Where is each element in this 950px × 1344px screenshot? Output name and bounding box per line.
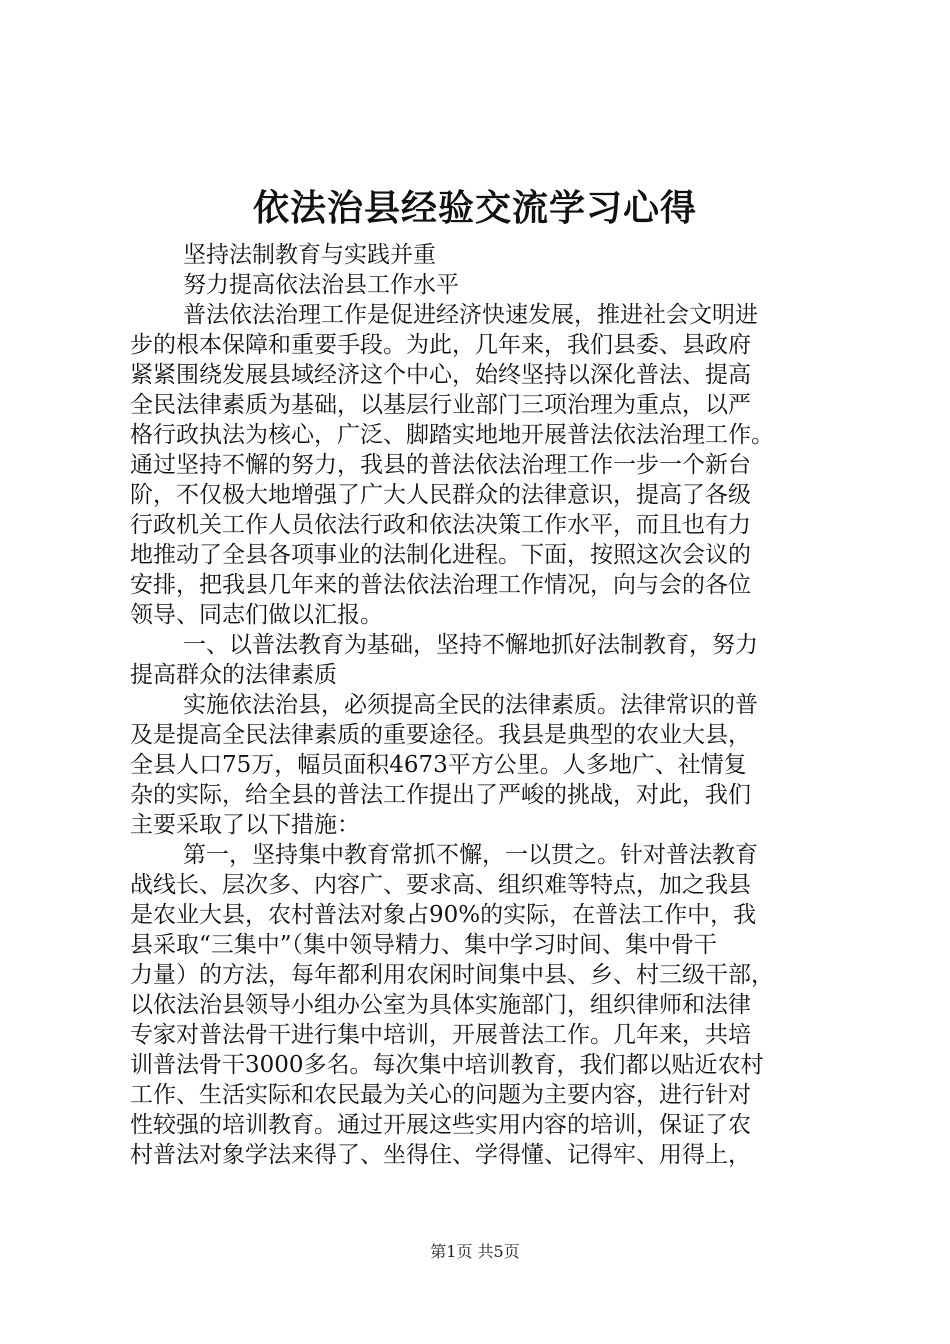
text-line: 领导、同志们做以汇报。 (130, 602, 383, 628)
text-line: 工作、生活实际和农民最为关心的问题为主要内容，进行针对 (130, 1082, 751, 1108)
text-line: 普法依法治理工作是促进经济快速发展，推进社会文明进 (183, 302, 758, 328)
document-title: 依法治县经验交流学习心得 (252, 187, 697, 229)
text-line: 阶，不仅极大地增强了广大人民群众的法律意识，提高了各级 (130, 482, 751, 508)
text-line: 一、以普法教育为基础，坚持不懈地抓好法制教育，努力 (183, 632, 758, 658)
text-line: 是农业大县，农村普法对象占90%的实际，在普法工作中，我 (130, 902, 757, 928)
text-line: 实施依法治县，必须提高全民的法律素质。法律常识的普 (183, 692, 758, 718)
text-line: 主要采取了以下措施： (130, 812, 360, 838)
text-line: 全县人口75万，幅员面积4673平方公里。人多地广、社情复 (130, 752, 747, 778)
text-line: 行政机关工作人员依法行政和依法决策工作水平，而且也有力 (130, 512, 751, 538)
text-line: 杂的实际，给全县的普法工作提出了严峻的挑战，对此，我们 (130, 782, 751, 808)
text-line: 战线长、层次多、内容广、要求高、组织难等特点，加之我县 (130, 872, 751, 898)
text-line: 村普法对象学法来得了、坐得住、学得懂、记得牢、用得上， (130, 1142, 751, 1168)
text-line: 力量）的方法，每年都利用农闲时间集中县、乡、村三级干部， (130, 962, 774, 988)
text-line: 全民法律素质为基础，以基层行业部门三项治理为重点，以严 (130, 392, 751, 418)
text-line: 地推动了全县各项事业的法制化进程。下面，按照这次会议的 (130, 542, 751, 568)
text-line: 专家对普法骨干进行集中培训，开展普法工作。几年来，共培 (130, 1022, 751, 1048)
page-footer: 第1页 共5页 (430, 1242, 520, 1261)
text-line: 通过坚持不懈的努力，我县的普法依法治理工作一步一个新台 (130, 452, 751, 478)
text-line: 步的根本保障和重要手段。为此，几年来，我们县委、县政府 (130, 332, 751, 358)
text-line: 以依法治县领导小组办公室为具体实施部门，组织律师和法律 (130, 992, 751, 1018)
text-line: 及是提高全民法律素质的重要途径。我县是典型的农业大县， (130, 722, 751, 748)
text-line: 训普法骨干3000多名。每次集中培训教育，我们都以贴近农村 (130, 1052, 764, 1078)
text-line: 努力提高依法治县工作水平 (183, 272, 459, 298)
document-body (130, 240, 860, 1170)
text-line: 紧紧围绕发展县域经济这个中心，始终坚持以深化普法、提高 (130, 362, 751, 388)
text-line: 格行政执法为核心，广泛、脚踏实地地开展普法依法治理工作。 (130, 422, 774, 448)
text-line: 第一，坚持集中教育常抓不懈，一以贯之。针对普法教育 (183, 842, 758, 868)
text-line: 安排，把我县几年来的普法依法治理工作情况，向与会的各位 (130, 572, 751, 598)
text-line: 坚持法制教育与实践并重 (183, 242, 436, 268)
text-line: 性较强的培训教育。通过开展这些实用内容的培训，保证了农 (130, 1112, 751, 1138)
text-line: 县采取“三集中”（集中领导精力、集中学习时间、集中骨干 (130, 932, 718, 958)
text-line: 提高群众的法律素质 (130, 662, 337, 688)
